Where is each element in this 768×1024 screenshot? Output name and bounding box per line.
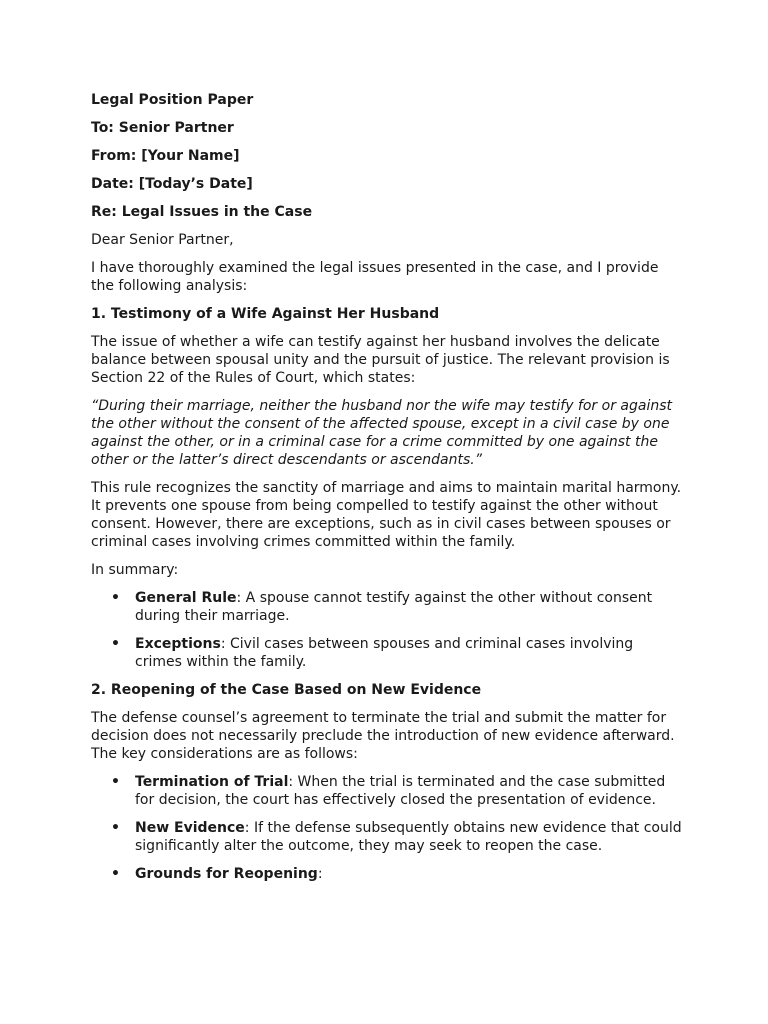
section-2-list [91, 773, 683, 883]
section-1-heading: 1. Testimony of a Wife Against Her Husband [91, 306, 440, 322]
bullet-icon: • [111, 590, 120, 606]
memo-date: Date: [Today’s Date] [91, 176, 253, 192]
list-item [111, 773, 683, 809]
intro-paragraph: I have thoroughly examined the legal issues presented in the case, and I provide the following analysis: [91, 260, 659, 294]
section-2-heading: 2. Reopening of the Case Based on New Evidence [91, 682, 482, 698]
memo-from: From: [Your Name] [91, 148, 240, 164]
list-item-text: : A spouse cannot testify against the other without consent during their marriage. [135, 590, 653, 624]
list-item-text: : If the defense subsequently obtains new evidence that could significantly alter the outcome, they may seek to reopen the case. [135, 820, 682, 854]
bullet-icon: • [111, 636, 120, 652]
bullet-icon: • [111, 820, 120, 836]
section-1-paragraph-1: The issue of whether a wife can testify against her husband involves the delicate balance between spousal unity and the pursuit of justice. The relevant provision is Section 22 of the Rules of Court, which states: [91, 334, 670, 386]
memo-to: To: Senior Partner [91, 120, 234, 136]
list-item-text: : Civil cases between spouses and criminal cases involving crimes within the family. [135, 636, 634, 670]
list-item [111, 635, 683, 671]
section-1-list [91, 589, 683, 671]
section-1-paragraph-2: This rule recognizes the sanctity of marriage and aims to maintain marital harmony. It prevents one spouse from being compelled to testify against the other without consent. However, there are exceptions, such as in civil cases between spouses or criminal cases involving crimes committed within the family. [91, 480, 682, 550]
bullet-icon: • [111, 866, 120, 882]
list-item [111, 589, 683, 625]
list-item [111, 865, 683, 883]
list-item-term: Termination of Trial [135, 774, 289, 790]
salutation: Dear Senior Partner, [91, 232, 234, 248]
section-1-summary-label: In summary: [91, 562, 179, 578]
list-item [111, 819, 683, 855]
memo-re: Re: Legal Issues in the Case [91, 204, 313, 220]
document-page [91, 91, 683, 893]
list-item-term: Exceptions [135, 636, 221, 652]
list-item-text: : [317, 866, 323, 882]
bullet-icon: • [111, 774, 120, 790]
document-title: Legal Position Paper [91, 92, 254, 108]
section-1-quote: “During their marriage, neither the husband nor the wife may testify for or against the other without the consent of the affected spouse, except in a civil case by one against the other, or in a criminal case for a crime committed by one against the other or the latter’s direct descendants or ascendants.” [91, 398, 672, 468]
list-item-term: General Rule [135, 590, 237, 606]
list-item-term: Grounds for Reopening [135, 866, 318, 882]
list-item-term: New Evidence [135, 820, 245, 836]
list-item-text: : When the trial is terminated and the case submitted for decision, the court has effectively closed the presentation of evidence. [135, 774, 666, 808]
section-2-paragraph-1: The defense counsel’s agreement to terminate the trial and submit the matter for decision does not necessarily preclude the introduction of new evidence afterward. The key considerations are as follows: [91, 710, 675, 762]
